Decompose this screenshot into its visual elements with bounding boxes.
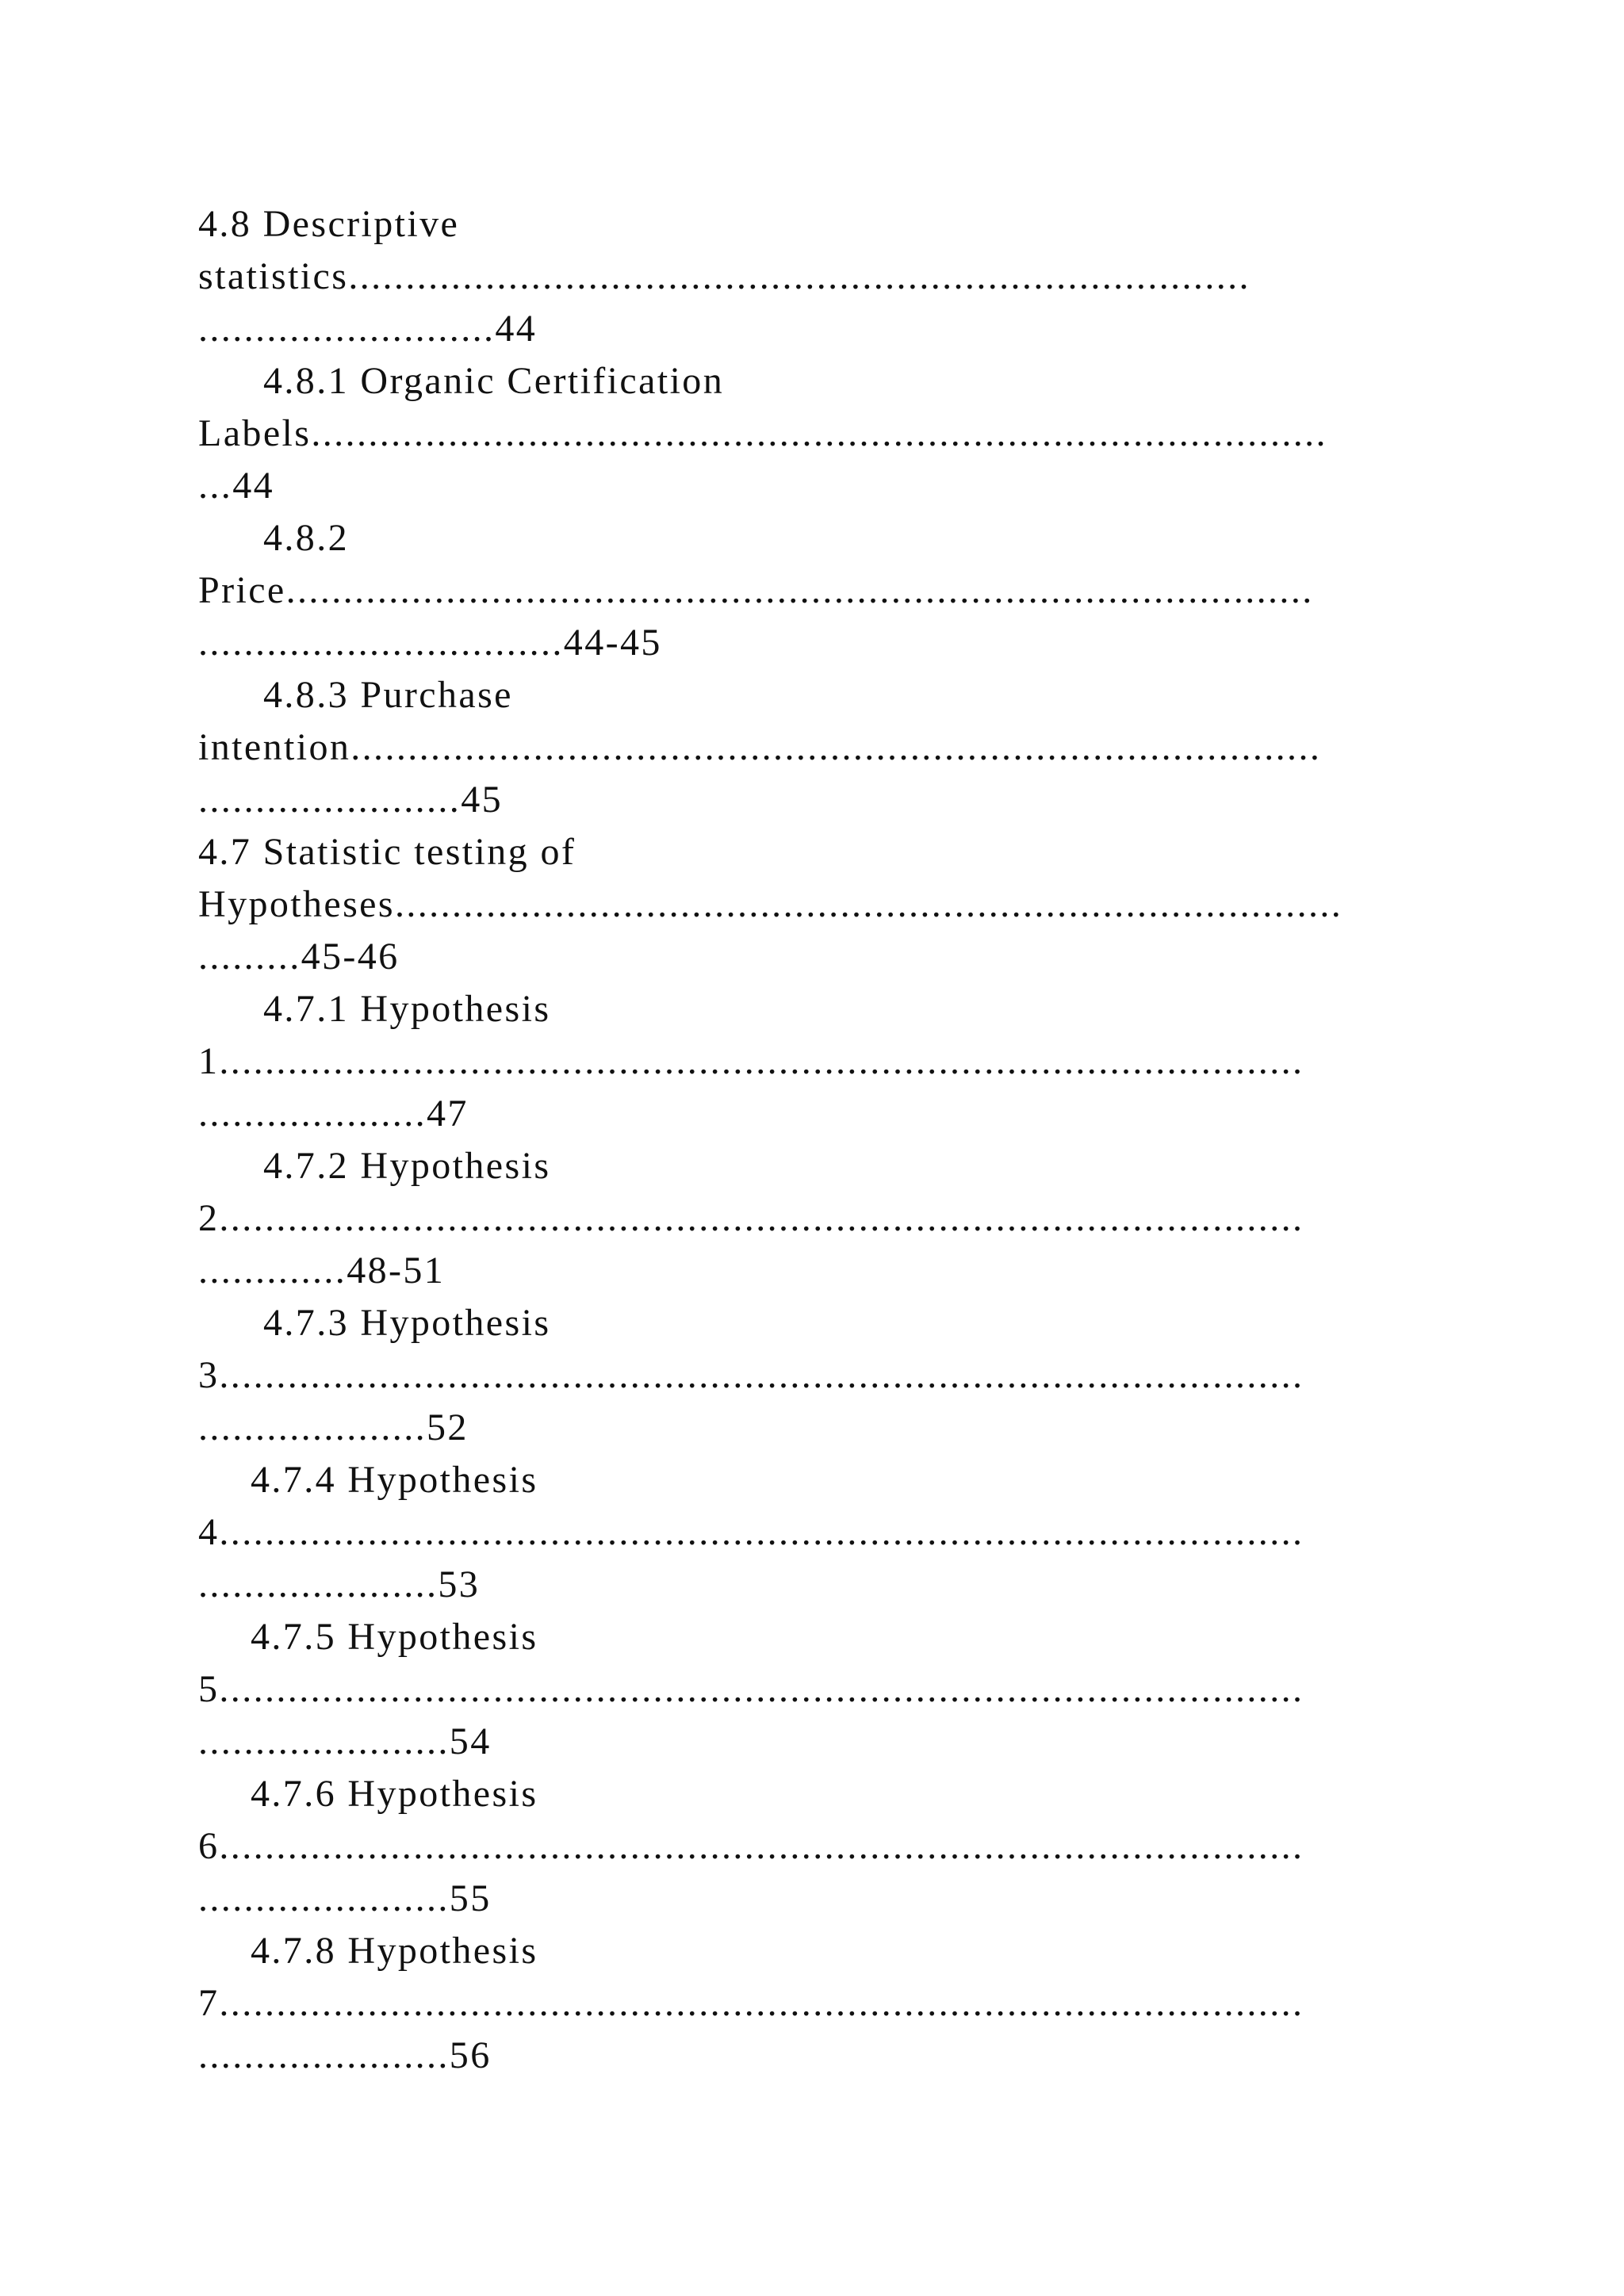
toc-page-4-8-1: ...44	[198, 465, 274, 507]
toc-leader-4-7-1: 1...............................................................................................	[198, 1040, 1304, 1082]
toc-leader-4-7-2: 2...............................................................................................	[198, 1197, 1304, 1239]
toc-heading-4-7-4: 4.7.4 Hypothesis	[251, 1459, 538, 1501]
toc-heading-4-7-5: 4.7.5 Hypothesis	[251, 1616, 538, 1658]
toc-heading-4-7-8: 4.7.8 Hypothesis	[251, 1930, 538, 1972]
toc-heading-4-8-1: 4.8.1 Organic Certification	[263, 360, 725, 402]
toc-page-4-8-2: ................................44-45	[198, 622, 662, 664]
toc-leader-4-7-4: 4...............................................................................................	[198, 1511, 1304, 1553]
toc-leader-4-7-8: 7...............................................................................................	[198, 1982, 1304, 2024]
toc-leader-4-8-1: Labels.........................................................................................	[198, 412, 1327, 454]
toc-page-4-7-5: ......................54	[198, 1720, 492, 1762]
toc-page-4-8: ..........................44	[198, 308, 538, 350]
toc-heading-4-7-2: 4.7.2 Hypothesis	[263, 1145, 551, 1187]
toc-page-4-7-4: .....................53	[198, 1563, 481, 1605]
toc-heading-4-7: 4.7 Statistic testing of	[198, 831, 576, 873]
toc-page-4-7: .........45-46	[198, 936, 400, 978]
toc-heading-4-7-6: 4.7.6 Hypothesis	[251, 1773, 538, 1815]
toc-heading-4-8-3: 4.8.3 Purchase	[263, 674, 513, 716]
toc-heading-4-7-3: 4.7.3 Hypothesis	[263, 1302, 551, 1344]
toc-page-4-7-3: ....................52	[198, 1406, 469, 1448]
toc-leader-4-8-3: intention.....................................................................................	[198, 726, 1322, 768]
table-of-contents	[198, 198, 1467, 2082]
toc-leader-4-7-3: 3...............................................................................................	[198, 1354, 1304, 1396]
toc-page-4-7-2: .............48-51	[198, 1249, 446, 1292]
toc-page-4-7-6: ......................55	[198, 1877, 492, 1919]
toc-heading-4-7-1: 4.7.1 Hypothesis	[263, 988, 551, 1030]
toc-leader-4-8: statistics...............................................................................	[198, 255, 1251, 297]
toc-leader-4-8-2: Price..........................................................................................	[198, 569, 1314, 611]
toc-leader-4-7-5: 5...............................................................................................	[198, 1668, 1304, 1710]
toc-leader-4-7-6: 6...............................................................................................	[198, 1825, 1304, 1867]
toc-heading-4-8: 4.8 Descriptive	[198, 203, 460, 245]
toc-page-4-7-8: ......................56	[198, 2034, 492, 2076]
toc-leader-4-7: Hypotheses...................................................................................	[198, 883, 1343, 925]
toc-heading-4-8-2: 4.8.2	[263, 517, 349, 559]
toc-page-4-7-1: ....................47	[198, 1093, 469, 1135]
toc-page-4-8-3: .......................45	[198, 779, 503, 821]
